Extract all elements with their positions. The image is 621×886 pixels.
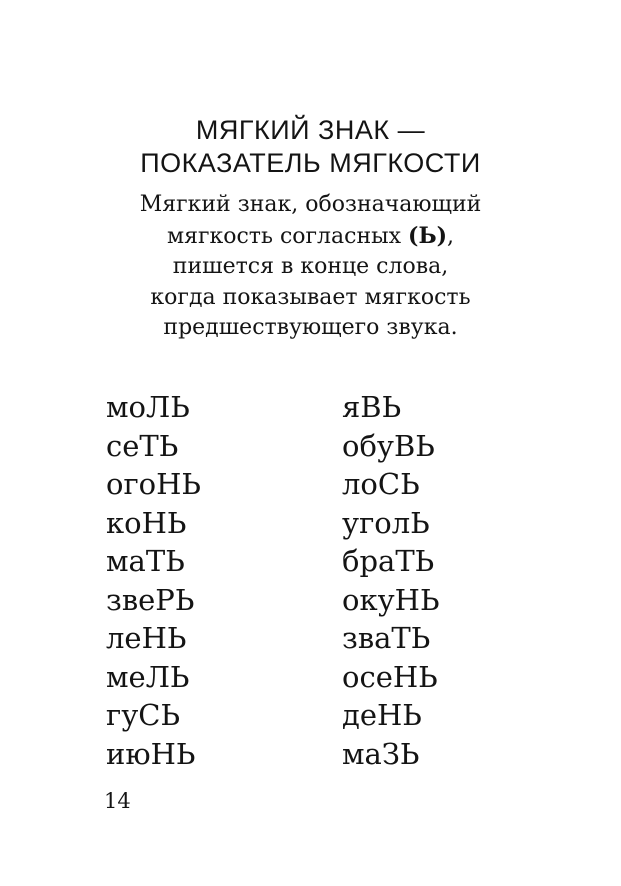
word-item: моЛЬ bbox=[106, 390, 190, 424]
rule-line-2-comma: , bbox=[447, 223, 455, 249]
word-list-right bbox=[342, 388, 439, 773]
word-item: осеНЬ bbox=[342, 659, 438, 694]
word-item: огоНЬ bbox=[106, 467, 201, 501]
rule-line-1: Мягкий знак, обозначающий bbox=[139, 192, 482, 217]
word-item: яВЬ bbox=[342, 390, 402, 424]
page-number: 14 bbox=[104, 789, 131, 813]
word-item: лоСЬ bbox=[342, 467, 420, 501]
page-title-line-2: ПОКАЗАТЕЛЬ МЯГКОСТИ bbox=[140, 148, 481, 178]
word-item: коНЬ bbox=[106, 505, 187, 540]
soft-sign-highlight: (Ь) bbox=[408, 222, 448, 249]
word-item: окуНЬ bbox=[342, 582, 440, 617]
word-item: июНЬ bbox=[106, 736, 196, 771]
page-title-line-1: МЯГКИЙ ЗНАК — bbox=[195, 115, 426, 145]
rule-line-2 bbox=[0, 221, 621, 253]
rule-line-5: предшествующего звука. bbox=[163, 315, 458, 340]
word-item: деНЬ bbox=[342, 698, 422, 732]
word-list-left bbox=[106, 388, 201, 773]
word-item: звеРЬ bbox=[106, 582, 195, 617]
word-item: леНЬ bbox=[106, 621, 187, 655]
rule-line-3: пишется в конце слова, bbox=[172, 254, 449, 279]
word-item: меЛЬ bbox=[106, 659, 190, 694]
rule-line-4: когда показывает мягкость bbox=[150, 284, 471, 310]
word-item: обуВЬ bbox=[342, 428, 435, 463]
word-item: маЗЬ bbox=[342, 736, 420, 771]
rule-line-2-text: мягкость согласных bbox=[166, 223, 409, 249]
word-item: гуСЬ bbox=[106, 698, 180, 732]
word-item: маТЬ bbox=[106, 544, 185, 578]
rule-text bbox=[0, 190, 621, 344]
word-item: сеТЬ bbox=[106, 428, 179, 463]
word-item: браТЬ bbox=[342, 544, 435, 578]
word-item: уголЬ bbox=[342, 505, 430, 540]
word-item: зваТЬ bbox=[342, 621, 431, 655]
